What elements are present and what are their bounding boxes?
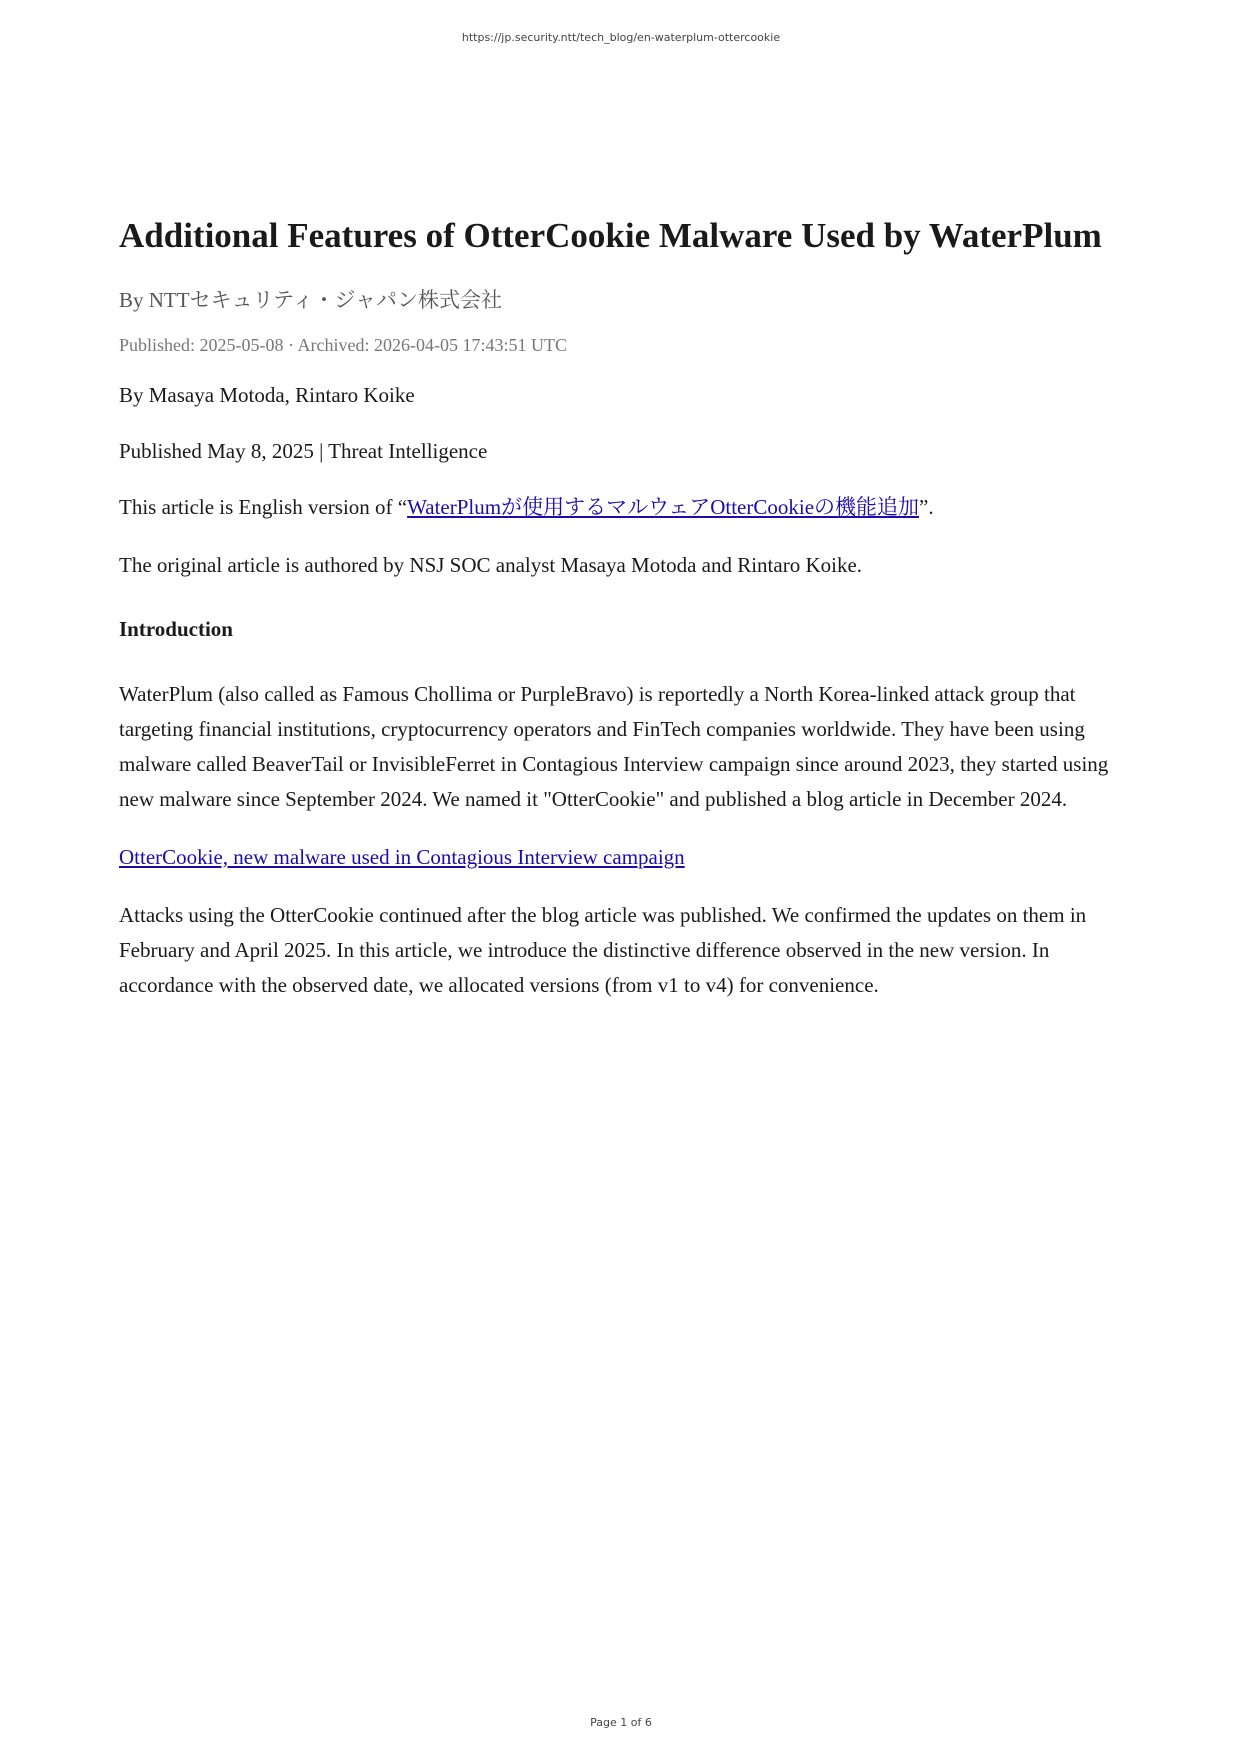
english-version-prefix: This article is English version of “ — [119, 495, 408, 519]
article — [119, 214, 1123, 1003]
japanese-original-link[interactable]: WaterPlumが使用するマルウェアOtterCookieの機能追加 — [407, 495, 920, 519]
authors-line: By Masaya Motoda, Rintaro Koike — [119, 383, 415, 407]
article-body — [119, 378, 1123, 1003]
introduction-heading: Introduction — [119, 617, 233, 641]
page-number: Page 1 of 6 — [590, 1716, 652, 1729]
original-author-note: The original article is authored by NSJ SOC analyst Masaya Motoda and Rintaro Koike. — [119, 553, 863, 577]
introduction-paragraph: WaterPlum (also called as Famous Chollima or PurpleBravo) is reportedly a North Korea-linked attack group that targeting financial institutions, cryptocurrency operators and FinTech companies worldwide. They have been using malware called BeaverTail or InvisibleFerret in Contagious Interview campaign since around 2023, they started using new malware since September 2024. We named it "OtterCookie" and published a blog article in December 2024. — [119, 682, 1109, 811]
article-byline: By NTTセキュリティ・ジャパン株式会社 — [119, 288, 503, 312]
english-version-suffix: ”. — [919, 495, 934, 519]
page-url: https://jp.security.ntt/tech_blog/en-waterplum-ottercookie — [461, 31, 781, 44]
article-title: Additional Features of OtterCookie Malware Used by WaterPlum — [119, 216, 1102, 255]
article-meta: Published: 2025-05-08 · Archived: 2026-04-05 17:43:51 UTC — [119, 335, 567, 355]
published-line: Published May 8, 2025 | Threat Intelligence — [119, 439, 488, 463]
related-article-link[interactable]: OtterCookie, new malware used in Contagious Interview campaign — [119, 845, 685, 869]
english-version-note — [119, 490, 1123, 525]
related-article-line — [119, 840, 1123, 875]
attacks-paragraph: Attacks using the OtterCookie continued after the blog article was published. We confirmed the updates on them in February and April 2025. In this article, we introduce the distinctive difference observed in the new version. In accordance with the observed date, we allocated versions (from v1 to v4) for convenience. — [119, 903, 1087, 997]
